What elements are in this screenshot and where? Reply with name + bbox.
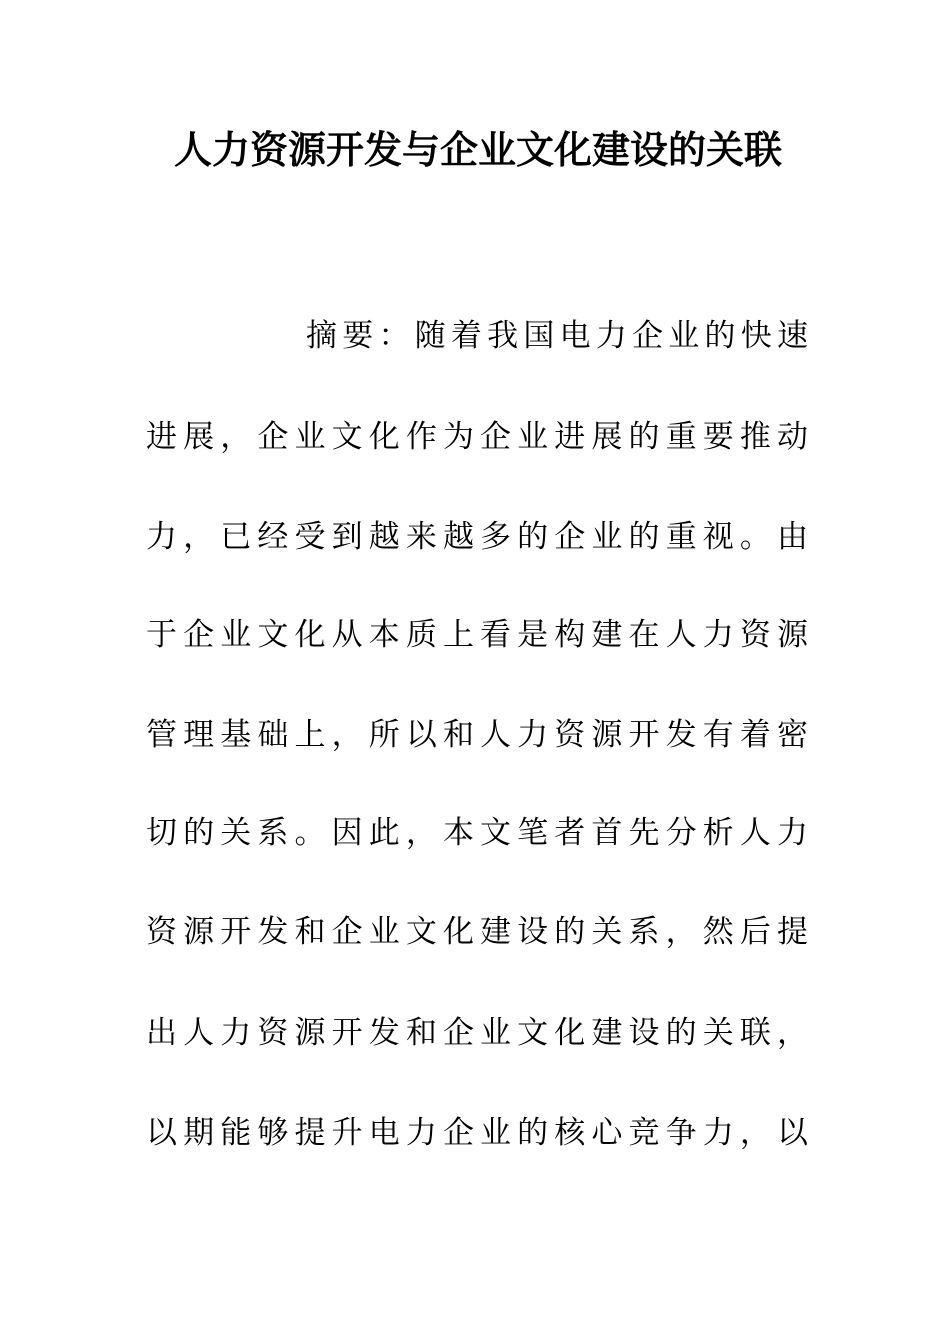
abstract-line-9: 以期能够提升电力企业的核心竞争力，以 [146, 1115, 808, 1151]
abstract-line-6: 切的关系。因此，本文笔者首先分析人力 [146, 815, 808, 851]
abstract-line-3: 力，已经受到越来越多的企业的重视。由 [146, 519, 808, 555]
abstract-line-4: 于企业文化从本质上看是构建在人力资源 [146, 617, 808, 653]
abstract-line-7: 资源开发和企业文化建设的关系，然后提 [146, 914, 808, 950]
document-title: 人力资源开发与企业文化建设的关联 [173, 128, 782, 172]
abstract-line-2: 进展，企业文化作为企业进展的重要推动 [146, 419, 808, 455]
abstract-line-8: 出人力资源开发和企业文化建设的关联， [146, 1015, 808, 1051]
abstract-line-5: 管理基础上，所以和人力资源开发有着密 [146, 717, 808, 753]
abstract-line-1: 摘要：随着我国电力企业的快速 [306, 318, 808, 354]
